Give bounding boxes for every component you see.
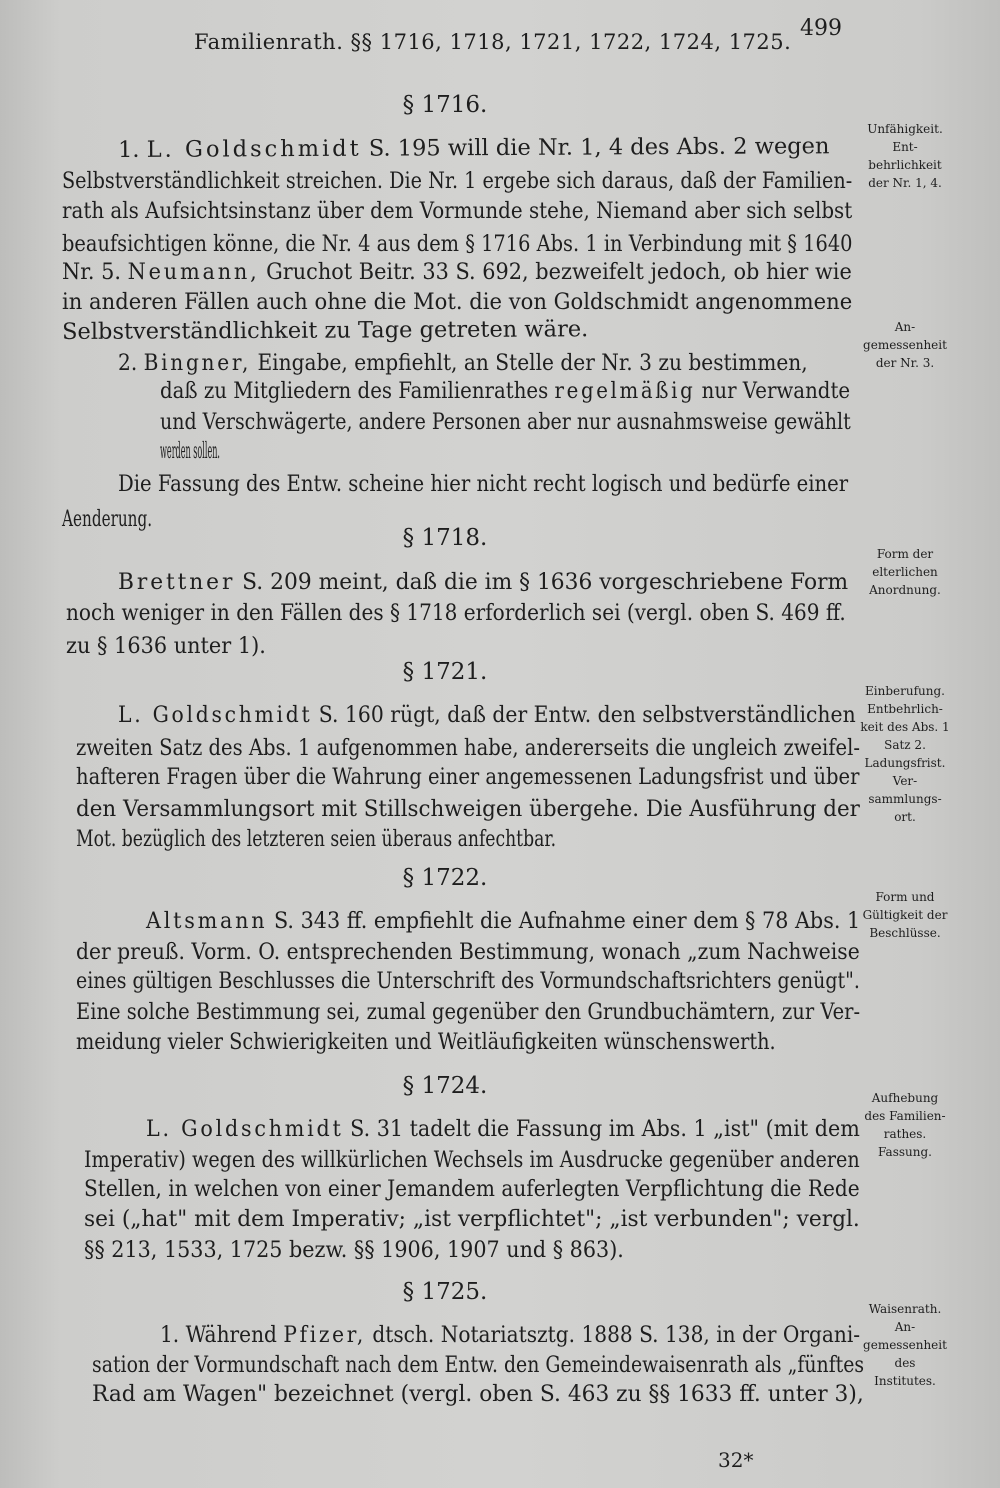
line-text: Selbstverständlichkeit streichen. Die Nr. 1 ergebe sich daraus, daß der Familien-	[62, 168, 853, 194]
text-line	[118, 132, 830, 164]
margin-note-line: Fassung.	[878, 1145, 932, 1159]
text-line	[118, 349, 808, 377]
text-line	[76, 938, 860, 966]
text-line	[84, 1175, 860, 1203]
margin-note-line: Unfähigkeit.	[867, 122, 943, 136]
text-line	[76, 825, 556, 853]
line-text: Rad am Wagen" bezeichnet (vergl. oben S. 463 zu §§ 1633 ff. unter 3),	[92, 1381, 864, 1407]
margin-note	[845, 1300, 965, 1390]
margin-note-line: Waisenrath.	[868, 1302, 942, 1316]
margin-note-line: sammlungs-	[868, 792, 942, 806]
text-line	[62, 315, 588, 346]
margin-note	[845, 318, 965, 372]
line-text: Eingabe, empfiehlt, an Stelle der Nr. 3 zu bestimmen,	[251, 350, 808, 376]
section-heading: § 1718.	[402, 525, 488, 551]
line-text: den Versammlungsort mit Stillschweigen übergehe. Die Ausführung der	[76, 796, 860, 822]
text-line	[84, 1236, 624, 1264]
line-text: werden sollen.	[160, 438, 221, 464]
line-text: zweiten Satz des Abs. 1 aufgenommen habe, andererseits die ungleich zweifel-	[76, 735, 860, 761]
margin-note-line: Beschlüsse.	[869, 926, 941, 940]
spaced-author-name: Brettner	[118, 569, 236, 595]
line-text: der preuß. Vorm. O. entsprechenden Bestimmung, wonach „zum Nachweise	[76, 939, 860, 965]
text-line	[62, 288, 852, 316]
text-line	[66, 632, 266, 660]
line-text: §§ 213, 1533, 1725 bezw. §§ 1906, 1907 und § 863).	[84, 1237, 624, 1263]
text-line	[76, 795, 860, 823]
margin-note-line: des	[894, 1356, 916, 1370]
margin-note-line: des Familien-	[864, 1109, 946, 1123]
text-line	[92, 1351, 864, 1379]
margin-note-line: Ent-	[892, 140, 918, 154]
line-text: Eine solche Bestimmung sei, zumal gegenüber den Grundbuchämtern, zur Ver-	[76, 999, 861, 1025]
line-text: Mot. bezüglich des letzteren seien überaus anfechtbar.	[76, 826, 557, 852]
text-line	[76, 734, 860, 762]
text-line	[84, 1205, 860, 1233]
text-line	[118, 701, 856, 729]
spaced-author-name: L. Goldschmidt	[118, 702, 313, 728]
line-text: rath als Aufsichtsinstanz über dem Vormunde stehe, Niemand aber sich selbst	[62, 198, 853, 224]
line-text: hafteren Fragen über die Wahrung einer angemessenen Ladungsfrist und über	[76, 764, 860, 790]
spaced-author-name: Bingner,	[143, 350, 252, 376]
margin-note	[845, 545, 965, 599]
line-text: 2.	[118, 350, 144, 376]
text-line	[118, 568, 848, 596]
line-text: in anderen Fällen auch ohne die Mot. die von Goldschmidt angenommene	[62, 289, 853, 315]
text-line	[118, 470, 848, 498]
line-text: Die Fassung des Entw. scheine hier nicht recht logisch und bedürfe einer	[118, 471, 849, 497]
line-text: S. 160 rügt, daß der Entw. den selbstverständlichen	[312, 702, 856, 728]
line-text: S. 209 meint, daß die im § 1636 vorgeschriebene Form	[235, 569, 849, 595]
line-text: eines gültigen Beschlusses die Unterschrift des Vormundschaftsrichters genügt".	[76, 968, 860, 994]
spaced-author-name: Altsmann	[146, 908, 268, 934]
margin-note-line: gemessenheit	[863, 338, 947, 352]
line-text: Aenderung.	[62, 506, 153, 532]
line-text: S. 31 tadelt die Fassung im Abs. 1 „ist" (mit dem	[343, 1116, 860, 1142]
margin-note-line: ort.	[894, 810, 916, 824]
line-text: Gruchot Beitr. 33 S. 692, bezweifelt jedoch, ob hier wie	[259, 259, 852, 285]
text-line	[160, 437, 220, 465]
margin-note-line: An-	[894, 320, 916, 334]
line-text: sation der Vormundschaft nach dem Entw. den Gemeindewaisenrath als „fünftes	[92, 1352, 865, 1378]
line-text: zu § 1636 unter 1).	[66, 633, 266, 659]
spaced-author-name: L. Goldschmidt	[146, 1116, 344, 1142]
margin-note-line: Satz 2.	[884, 738, 926, 752]
margin-note-line: An-	[894, 1320, 916, 1334]
margin-note-line: behrlichkeit	[868, 158, 942, 172]
line-text: Imperativ) wegen des willkürlichen Wechsels im Ausdrucke gegenüber anderen	[84, 1147, 860, 1173]
margin-note-line: rathes.	[883, 1127, 927, 1141]
line-text: Selbstverständlichkeit zu Tage getreten wäre.	[62, 316, 589, 345]
line-text: Stellen, in welchen von einer Jemandem auferlegten Verpflichtung die Rede	[84, 1176, 860, 1202]
text-line	[76, 967, 860, 995]
margin-note	[845, 1089, 965, 1161]
margin-note-line: Gültigkeit der	[862, 908, 948, 922]
page-number: 499	[800, 16, 842, 41]
text-line	[160, 408, 851, 436]
margin-note	[845, 120, 965, 192]
line-text: Nr. 5.	[62, 259, 128, 285]
margin-note-line: Ladungsfrist.	[864, 756, 946, 770]
margin-note-line: der Nr. 3.	[875, 356, 935, 370]
text-line	[66, 599, 846, 627]
margin-note-line: Institutes.	[874, 1374, 936, 1388]
text-line	[146, 907, 860, 935]
margin-note-line: gemessenheit	[863, 1338, 947, 1352]
text-line	[62, 230, 853, 258]
text-line	[62, 258, 852, 286]
margin-note-line: keit des Abs. 1	[860, 720, 950, 734]
text-line	[76, 1028, 776, 1056]
text-line	[92, 1380, 864, 1408]
line-text: und Verschwägerte, andere Personen aber nur ausnahmsweise gewählt	[160, 409, 851, 435]
running-title: Familienrath. §§ 1716, 1718, 1721, 1722, 1724, 1725.	[194, 30, 792, 54]
margin-note-line: Einberufung.	[865, 684, 945, 698]
text-line	[146, 1115, 860, 1143]
section-heading: § 1716.	[402, 92, 488, 118]
line-text: daß zu Mitgliedern des Familienrathes	[160, 378, 555, 404]
text-line	[160, 1321, 860, 1349]
line-text: 1. Während	[160, 1322, 284, 1348]
text-line	[62, 197, 852, 225]
line-text: dtsch. Notariatsztg. 1888 S. 138, in der Organi-	[365, 1322, 861, 1348]
line-text: noch weniger in den Fällen des § 1718 erforderlich sei (vergl. oben S. 469 ff.	[66, 600, 846, 626]
line-text: beaufsichtigen könne, die Nr. 4 aus dem § 1716 Abs. 1 in Verbindung mit § 1640	[62, 231, 853, 257]
line-text: S. 195 will die Nr. 1, 4 des Abs. 2 wegen	[361, 133, 830, 162]
section-heading: § 1725.	[402, 1279, 488, 1305]
line-text: nur Verwandte	[695, 378, 851, 404]
margin-note-line: Anordnung.	[869, 583, 941, 597]
margin-note-line: Ver-	[892, 774, 918, 788]
margin-note-line: elterlichen	[872, 565, 938, 579]
margin-note-line: Form der	[876, 547, 934, 561]
section-heading: § 1721.	[402, 659, 488, 685]
signature-mark: 32*	[718, 1448, 754, 1472]
margin-note-line: Entbehrlich-	[867, 702, 943, 716]
section-heading: § 1722.	[402, 865, 488, 891]
line-text: 1.	[118, 136, 147, 163]
margin-note-line: Form und	[875, 890, 935, 904]
text-line	[160, 377, 850, 405]
margin-note	[845, 888, 965, 942]
line-text: sei („hat" mit dem Imperativ; „ist verpflichtet"; „ist verbunden"; vergl.	[84, 1206, 860, 1232]
line-text: S. 343 ff. empfiehlt die Aufnahme einer dem § 78 Abs. 1	[267, 908, 861, 934]
section-heading: § 1724.	[402, 1073, 488, 1099]
margin-note-line: der Nr. 1, 4.	[868, 176, 942, 190]
spaced-author-name: regelmäßig	[554, 378, 696, 404]
text-line	[84, 1146, 860, 1174]
text-line	[76, 998, 860, 1026]
margin-note	[845, 682, 965, 826]
text-line	[76, 763, 859, 791]
spaced-author-name: L. Goldschmidt	[146, 135, 362, 163]
text-line	[62, 167, 852, 195]
spaced-author-name: Pfizer,	[283, 1322, 366, 1348]
spaced-author-name: Neumann,	[127, 259, 260, 285]
margin-note-line: Aufhebung	[871, 1091, 939, 1105]
line-text: meidung vieler Schwierigkeiten und Weitläufigkeiten wünschenswerth.	[76, 1029, 776, 1055]
